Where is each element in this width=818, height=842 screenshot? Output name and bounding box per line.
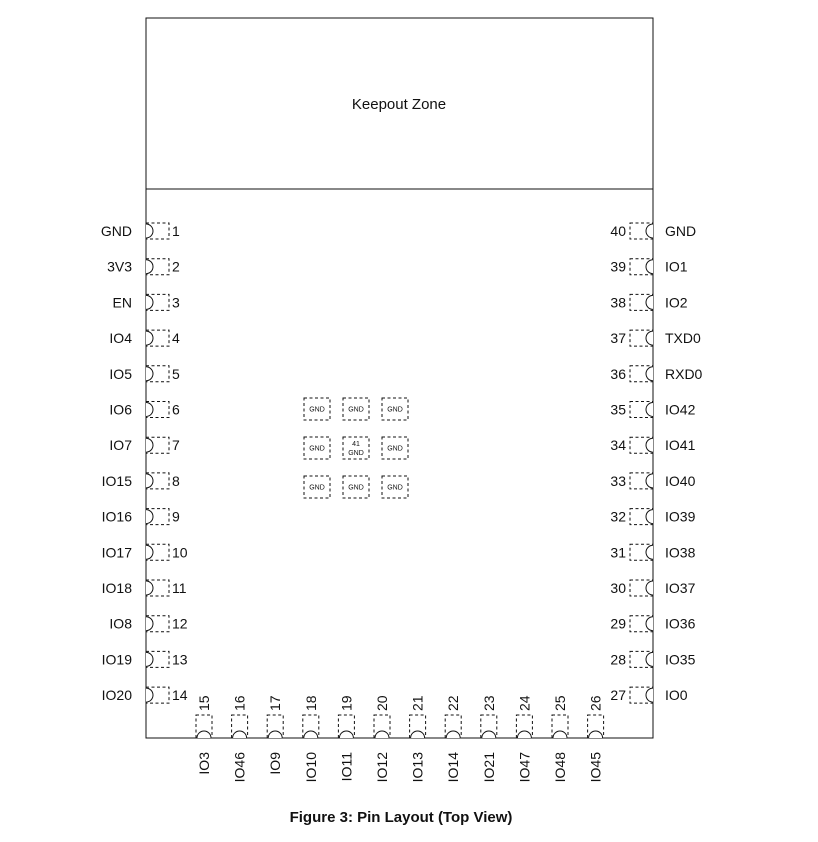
pin-notch: [646, 510, 653, 524]
pin-number: 33: [610, 472, 626, 489]
pin-name: IO15: [101, 472, 132, 489]
pin-notch: [589, 731, 603, 738]
left-pin: [102, 473, 180, 489]
pin-notch: [646, 260, 653, 274]
left-pin: [109, 366, 180, 382]
pin-name: IO13: [409, 752, 426, 783]
pin-notch: [339, 731, 353, 738]
pin-number: 18: [302, 695, 319, 711]
pin-name: IO17: [101, 544, 132, 561]
left-pin: [102, 544, 188, 560]
bottom-pin: [445, 695, 461, 782]
pin-notch: [646, 403, 653, 417]
pin-name: IO16: [101, 508, 132, 525]
pin-number: 37: [610, 330, 626, 347]
pin-notch: [146, 224, 153, 238]
right-pin: [610, 366, 702, 382]
pin-number: 16: [231, 695, 248, 711]
bottom-pin: [410, 695, 426, 782]
pin-number: 39: [610, 258, 626, 275]
gnd-pad: [343, 476, 369, 498]
pin-number: 27: [610, 687, 626, 704]
pin-notch: [646, 474, 653, 488]
pin-notch: [646, 331, 653, 345]
pin-notch: [146, 652, 153, 666]
right-pin: [610, 651, 695, 667]
pin-notch: [146, 260, 153, 274]
pin-number: 23: [480, 695, 497, 711]
gnd-pad: [382, 437, 408, 459]
pin-number: 8: [172, 472, 180, 489]
pin-notch: [646, 224, 653, 238]
right-pin: [610, 330, 701, 346]
pin-name: IO19: [101, 651, 132, 668]
left-pin: [113, 294, 180, 310]
pin-name: EN: [112, 294, 132, 311]
gnd-pad: [304, 398, 330, 420]
pin-notch: [268, 731, 282, 738]
pin-notch: [146, 545, 153, 559]
pin-name: IO18: [101, 580, 132, 596]
pin-number: 30: [610, 580, 626, 596]
pin-notch: [146, 367, 153, 381]
pin-name: IO39: [665, 508, 696, 525]
pin-name: IO46: [231, 752, 248, 783]
pin-number: 25: [552, 695, 568, 711]
bottom-pin-row: [196, 695, 604, 782]
pin-notch: [553, 731, 567, 738]
pin-number: 17: [267, 695, 284, 711]
gnd-pad: [343, 437, 369, 459]
left-pin: [109, 616, 187, 632]
right-pin: [610, 294, 687, 310]
pin-number: 11: [172, 580, 187, 596]
gnd-pad: [343, 398, 369, 420]
pin-number: 14: [172, 687, 188, 704]
pin-name: IO12: [374, 752, 390, 783]
pin-notch: [646, 367, 653, 381]
pin-name: GND: [665, 223, 697, 239]
pin-number: 40: [610, 223, 626, 239]
pin-number: 20: [374, 695, 390, 711]
pin-name: GND: [100, 223, 132, 239]
bottom-pin: [588, 695, 604, 782]
pin-name: IO20: [101, 687, 132, 704]
pin-number: 38: [610, 294, 626, 311]
right-pin: [610, 687, 687, 703]
left-pin-column: [101, 223, 188, 703]
pin-number: 13: [172, 651, 188, 668]
left-pin: [102, 580, 187, 596]
pin-notch: [146, 617, 153, 631]
pad-label: GND: [309, 406, 325, 414]
pin-number: 22: [445, 695, 462, 711]
pin-number: 7: [172, 437, 180, 454]
pin-notch: [146, 295, 153, 309]
pin-name: IO1: [665, 258, 688, 275]
right-pin: [610, 544, 695, 560]
bottom-pin: [552, 695, 568, 782]
pin-number: 12: [172, 615, 188, 632]
right-pin: [610, 259, 687, 275]
right-pin: [610, 473, 695, 489]
pin-name: IO14: [445, 752, 462, 783]
pin-name: IO21: [480, 752, 497, 783]
bottom-pin: [481, 695, 497, 782]
left-pin: [102, 651, 188, 667]
right-pin: [610, 509, 695, 525]
pin-name: TXD0: [665, 330, 701, 347]
gnd-pad: [382, 476, 408, 498]
left-pin: [102, 509, 180, 525]
pin-number: 1: [172, 223, 180, 239]
bottom-pin: [267, 695, 283, 774]
right-pin: [610, 437, 695, 453]
bottom-pin: [516, 695, 532, 782]
pin-name: IO11: [338, 752, 355, 782]
module-body: [146, 18, 653, 738]
pin-name: IO5: [109, 365, 132, 382]
pin-name: IO4: [109, 330, 132, 347]
right-pin: [610, 402, 695, 418]
pin-number: 32: [610, 508, 626, 525]
pad-label: GND: [348, 450, 364, 457]
pin-name: IO9: [267, 752, 284, 775]
pin-name: IO47: [516, 752, 533, 783]
pin-notch: [411, 731, 425, 738]
right-pin-column: [610, 223, 702, 703]
left-pin: [109, 330, 180, 346]
gnd-pad: [304, 437, 330, 459]
pin-notch: [646, 617, 653, 631]
center-gnd-pads: [304, 398, 408, 498]
pin-name: IO36: [665, 615, 696, 632]
left-pin: [107, 259, 180, 275]
bottom-pin: [374, 695, 390, 782]
pin-name: IO42: [665, 401, 696, 418]
pad-label: GND: [309, 445, 325, 453]
pin-name: IO38: [665, 544, 696, 561]
module-outline: [146, 18, 653, 738]
left-pin: [109, 402, 180, 418]
right-pin: [610, 616, 695, 632]
pin-number: 2: [172, 258, 180, 275]
pin-notch: [304, 731, 318, 738]
left-pin: [101, 223, 180, 239]
pin-name: IO8: [109, 615, 132, 632]
pad-number: 41: [352, 441, 360, 448]
figure-caption: Figure 3: Pin Layout (Top View): [289, 809, 513, 826]
pin-number: 26: [587, 695, 604, 711]
pin-name: IO6: [109, 401, 132, 418]
pin-notch: [146, 438, 153, 452]
left-pin: [102, 687, 188, 703]
pin-name: IO10: [302, 752, 319, 783]
pin-notch: [146, 688, 153, 702]
pin-name: IO2: [665, 294, 688, 311]
pin-notch: [646, 438, 653, 452]
pin-number: 9: [172, 508, 180, 525]
pad-label: GND: [387, 406, 403, 414]
right-pin: [610, 580, 695, 596]
pin-number: 10: [172, 544, 188, 561]
pin-name: IO7: [109, 437, 132, 454]
pin-name: IO0: [665, 687, 688, 704]
pin-number: 4: [172, 330, 180, 347]
pin-notch: [517, 731, 531, 738]
pin-notch: [146, 331, 153, 345]
pin-name: IO35: [665, 651, 696, 668]
gnd-pad: [304, 476, 330, 498]
pin-notch: [146, 510, 153, 524]
pad-label: GND: [387, 484, 403, 492]
pin-notch: [646, 295, 653, 309]
pin-number: 35: [610, 401, 626, 418]
pin-notch: [146, 581, 153, 595]
pin-number: 34: [610, 437, 626, 454]
pin-name: 3V3: [107, 258, 132, 275]
bottom-pin: [303, 695, 319, 782]
pin-number: 36: [610, 365, 626, 382]
pin-name: IO3: [196, 752, 212, 775]
keepout-zone-label: Keepout Zone: [351, 96, 447, 113]
pin-notch: [197, 731, 211, 738]
pin-name: IO45: [587, 752, 604, 783]
pin-notch: [146, 403, 153, 417]
pin-notch: [646, 581, 653, 595]
pin-number: 28: [610, 651, 626, 668]
pin-number: 31: [610, 544, 626, 561]
pin-number: 29: [610, 615, 626, 632]
pin-notch: [646, 652, 653, 666]
pin-number: 5: [172, 365, 180, 382]
bottom-pin: [196, 695, 212, 774]
pin-name: IO48: [552, 752, 568, 783]
pad-label: GND: [348, 406, 364, 414]
pin-name: IO40: [665, 472, 696, 489]
pin-notch: [646, 688, 653, 702]
pad-label: GND: [309, 484, 325, 492]
pin-number: 24: [516, 695, 533, 711]
pin-notch: [375, 731, 389, 738]
pin-name: IO37: [665, 580, 696, 596]
pin-number: 3: [172, 294, 180, 311]
pad-label: GND: [387, 445, 403, 453]
pin-name: IO41: [665, 437, 696, 454]
pin-number: 19: [338, 695, 355, 711]
pin-notch: [233, 731, 247, 738]
pin-notch: [482, 731, 496, 738]
pin-notch: [646, 545, 653, 559]
pin-number: 15: [196, 695, 212, 711]
pin-number: 21: [409, 695, 426, 711]
pad-label: GND: [348, 484, 364, 492]
gnd-pad: [382, 398, 408, 420]
pin-notch: [446, 731, 460, 738]
left-pin: [109, 437, 180, 453]
pin-number: 6: [172, 401, 180, 418]
pin-notch: [146, 474, 153, 488]
bottom-pin: [232, 695, 248, 782]
pin-name: RXD0: [665, 365, 703, 382]
